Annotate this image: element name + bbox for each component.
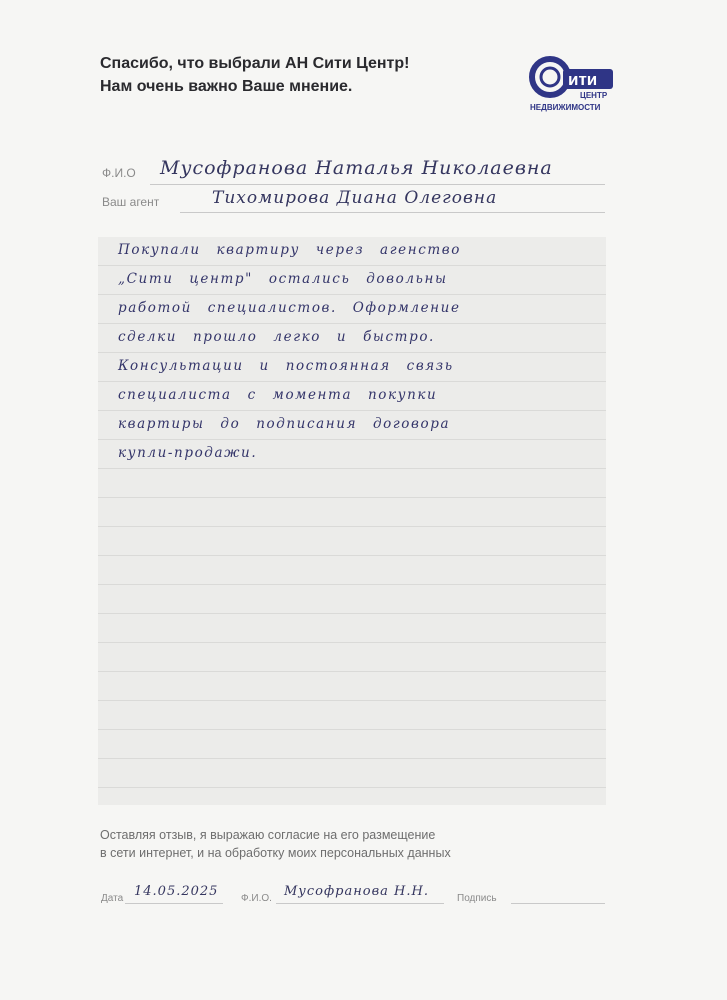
consent-line-1: Оставляя отзыв, я выражаю согласие на его размещение (100, 828, 436, 842)
thank-you-heading (100, 52, 409, 98)
logo-sub-realty: НЕДВИЖИМОСТИ (530, 103, 601, 112)
fio-label: Ф.И.О (102, 166, 136, 180)
heading-line-1: Спасибо, что выбрали АН Сити Центр! (100, 55, 410, 72)
date-underline (125, 903, 223, 904)
consent-notice (100, 826, 451, 862)
agent-handwritten-value: Тихомирова Диана Олеговна (212, 188, 498, 208)
signature-label: Подпись (457, 893, 497, 904)
date-handwritten-value: 14.05.2025 (134, 884, 219, 899)
review-line: специалиста с момента покупки (118, 387, 438, 403)
fio-handwritten-value: Мусофранова Наталья Николаевна (160, 157, 553, 179)
footer-fio-label: Ф.И.О. (241, 893, 272, 904)
footer-fio-underline (276, 903, 444, 904)
logo-sub-center: ЦЕНТР (580, 91, 608, 100)
agent-label: Ваш агент (102, 195, 160, 209)
review-line: „Сити центр" остались довольны (118, 271, 448, 287)
review-line: сделки прошло легко и быстро. (118, 329, 435, 345)
signature-underline (511, 903, 605, 904)
logo-word: ити (568, 70, 598, 89)
review-line: квартиры до подписания договора (118, 416, 451, 432)
review-line: Покупали квартиру через агенство (118, 242, 461, 258)
fio-underline (150, 184, 605, 185)
consent-line-2: в сети интернет, и на обработку моих персональных данных (100, 846, 451, 860)
city-center-logo (528, 55, 618, 113)
review-line: Консультации и постоянная связь (118, 358, 454, 374)
footer-fio-handwritten-value: Мусофранова Н.Н. (284, 884, 429, 899)
review-line: купли-продажи. (118, 445, 258, 461)
date-label: Дата (101, 893, 124, 904)
review-text-area (98, 237, 606, 805)
heading-line-2: Нам очень важно Ваше мнение. (100, 78, 353, 95)
agent-underline (180, 212, 605, 213)
review-line: работой специалистов. Оформление (118, 300, 461, 316)
